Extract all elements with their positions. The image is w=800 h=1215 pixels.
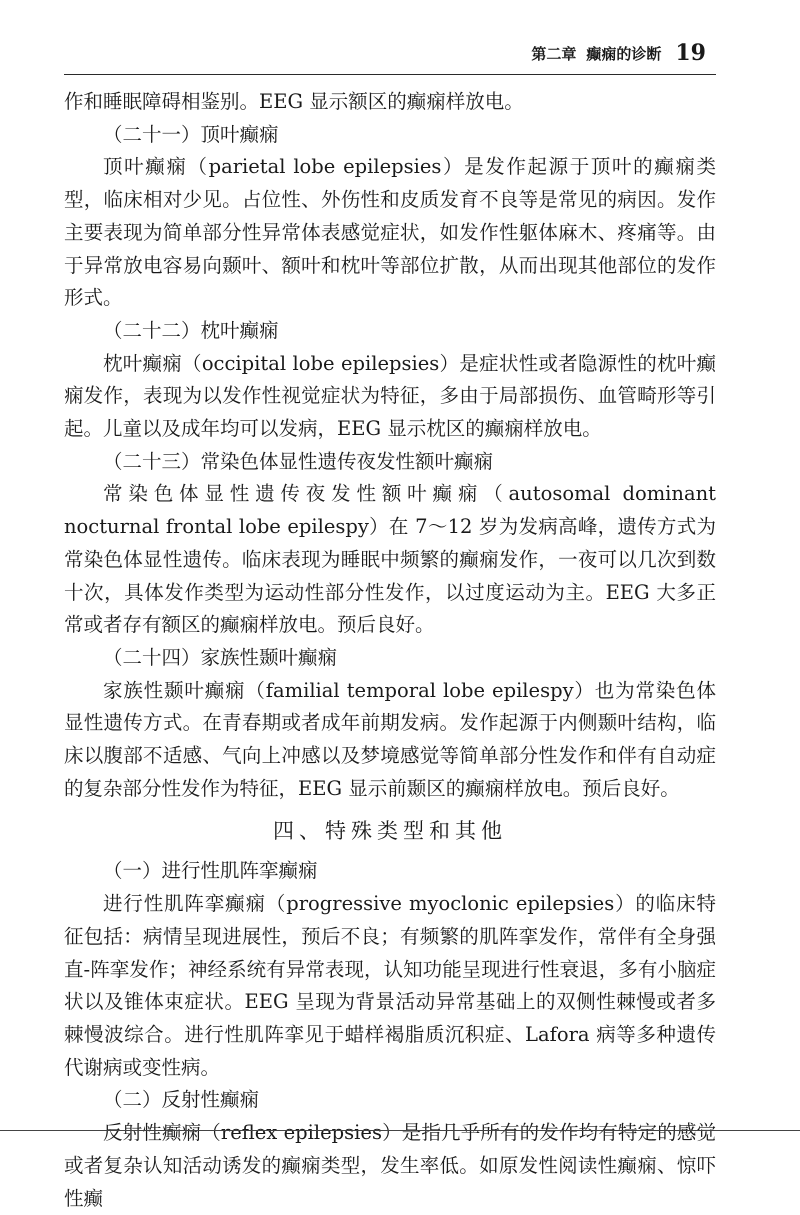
body-text bbox=[64, 86, 716, 1215]
header-rule bbox=[64, 74, 716, 75]
heading-adnfle: （二十三）常染色体显性遗传夜发性额叶癫痫 bbox=[103, 449, 494, 473]
heading-familial-temporal-lobe-epilepsy: （二十四）家族性颞叶癫痫 bbox=[103, 645, 338, 669]
heading-parietal-lobe-epilepsy: （二十一）顶叶癫痫 bbox=[103, 122, 279, 146]
paragraph-familial-temporal-lobe-epilepsy: 家族性颞叶癫痫（familial temporal lobe epilespy）也为常染色体显性遗传方式。在青春期或者成年前期发病。发作起源于内侧颞叶结构，临床以腹部不适感、气向上冲感以及梦境感觉等简单部分性发作和伴有自动症的复杂部分性发作为特征，EEG 显示前颞区的癫痫样放电。预后良好。 bbox=[64, 678, 716, 800]
paragraph-reflex-epilepsy: 反射性癫痫（reflex epilepsies）是指几乎所有的发作均有特定的感觉或者复杂认知活动诱发的癫痫类型，发生率低。如原发性阅读性癫痫、惊吓性癫 bbox=[64, 1121, 716, 1210]
footer-rule bbox=[0, 1130, 800, 1131]
paragraph-adnfle: 常染色体显性遗传夜发性额叶癫痫（autosomal dominant nocturnal frontal lobe epilespy）在 7～12 岁为发病高峰，遗传方式为常染色体显性遗传。临床表现为睡眠中频繁的癫痫发作，一夜可以几次到数十次，具体发作类型为运动性部分性发作，以过度运动为主。EEG 大多正常或者存有额区的癫痫样放电。预后良好。 bbox=[64, 482, 716, 637]
paragraph-continued: 作和睡眠障碍相鉴别。EEG 显示额区的癫痫样放电。 bbox=[64, 90, 524, 113]
page-header bbox=[0, 40, 706, 74]
heading-reflex-epilepsy: （二）反射性癫痫 bbox=[103, 1088, 260, 1112]
paragraph-occipital-lobe-epilepsy: 枕叶癫痫（occipital lobe epilepsies）是症状性或者隐源性的枕叶癫痫发作，表现为以发作性视觉症状为特征，多由于局部损伤、血管畸形等引起。儿童以及成年均可以发病，EEG 显示枕区的癫痫样放电。 bbox=[64, 351, 716, 441]
section-title-special-types: 四、特殊类型和其他 bbox=[273, 819, 507, 844]
heading-progressive-myoclonic-epilepsy: （一）进行性肌阵挛癫痫 bbox=[103, 859, 318, 883]
paragraph-parietal-lobe-epilepsy: 顶叶癫痫（parietal lobe epilepsies）是发作起源于顶叶的癫痫类型，临床相对少见。占位性、外伤性和皮质发育不良等是常见的病因。发作主要表现为简单部分性异常体表感觉症状，如发作性躯体麻木、疼痛等。由于异常放电容易向颞叶、额叶和枕叶等部位扩散，从而出现其他部位的发作形式。 bbox=[64, 155, 716, 310]
paragraph-progressive-myoclonic-epilepsy: 进行性肌阵挛癫痫（progressive myoclonic epilepsies）的临床特征包括：病情呈现进展性，预后不良；有频繁的肌阵挛发作，常伴有全身强直-阵挛发作；神经系统有异常表现，认知功能呈现进行性衰退，多有小脑症状以及锥体束症状。EEG 呈现为背景活动异常基础上的双侧性棘慢或者多棘慢波综合。进行性肌阵挛见于蜡样褐脂质沉积症、Lafora 病等多种遗传代谢病或变性病。 bbox=[64, 892, 716, 1079]
chapter-label: 第二章 癫痫的诊断 bbox=[531, 45, 662, 63]
page-number: 19 bbox=[675, 40, 706, 66]
heading-occipital-lobe-epilepsy: （二十二）枕叶癫痫 bbox=[103, 318, 279, 342]
